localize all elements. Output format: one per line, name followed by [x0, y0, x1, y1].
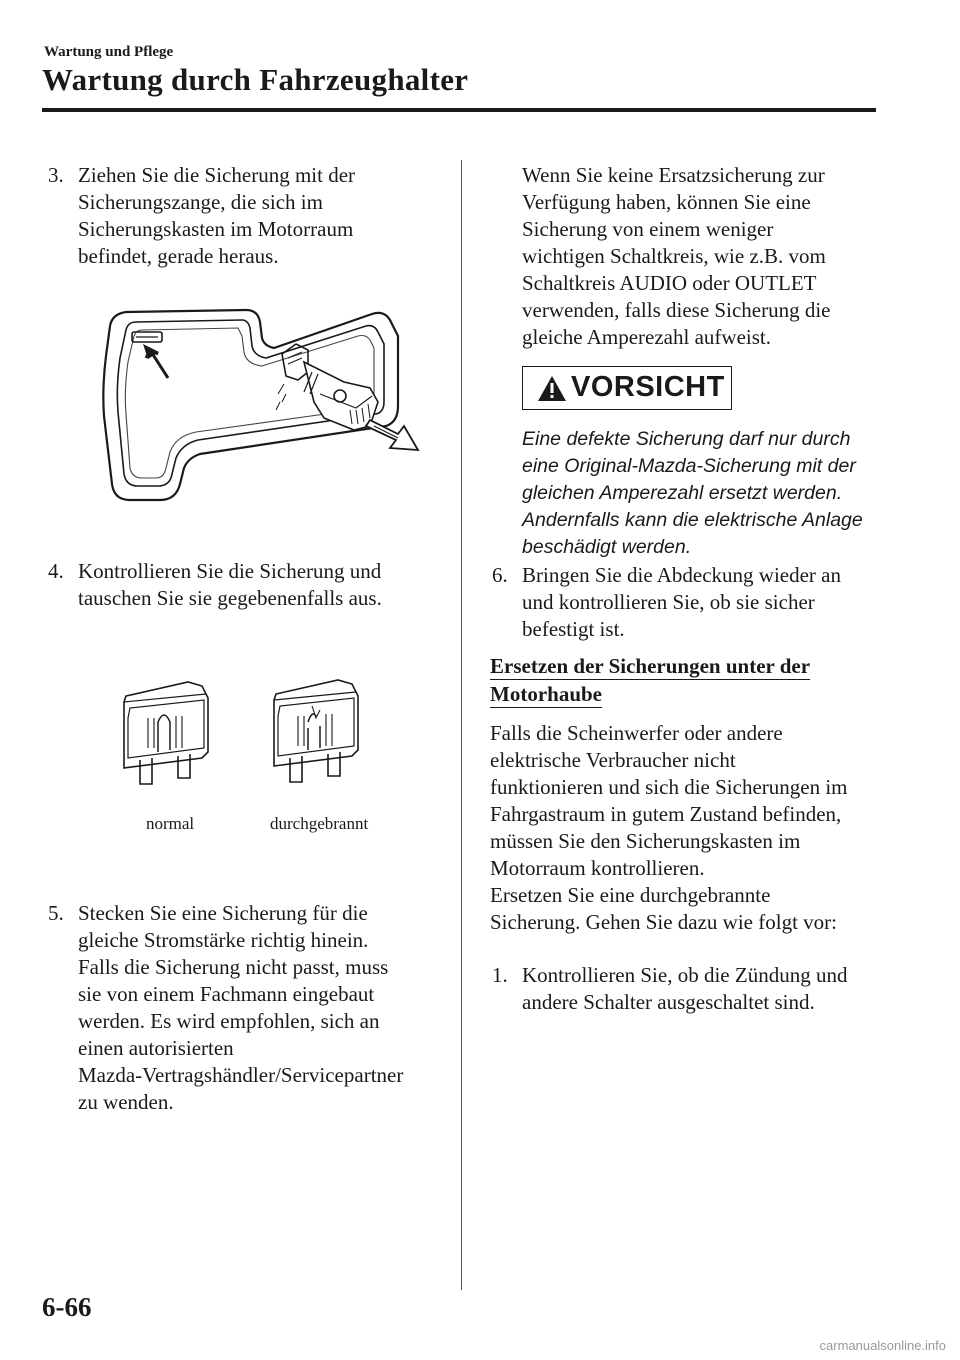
step-number: 5. [48, 901, 64, 925]
paragraph-line: Verfügung haben, können Sie eine [522, 190, 811, 214]
step-line: befindet, gerade heraus. [78, 244, 279, 268]
paragraph-line: Falls die Scheinwerfer oder andere [490, 721, 783, 745]
blown-fuse-caption: durchgebrannt [270, 814, 369, 833]
step-number: 4. [48, 559, 64, 583]
step-line: zu wenden. [78, 1090, 174, 1114]
caution-line: beschädigt werden. [522, 536, 692, 558]
step-line: Sicherungskasten im Motorraum [78, 217, 354, 241]
normal-fuse-caption: normal [146, 814, 195, 833]
column-divider [461, 160, 462, 1290]
step-line: tauschen Sie sie gegebenenfalls aus. [78, 586, 382, 610]
caution-line: eine Original-Mazda-Sicherung mit der [522, 455, 856, 477]
subsection-heading [490, 652, 810, 708]
engine-fuse-paragraph [490, 720, 890, 936]
caution-box [522, 366, 732, 410]
step-line: werden. Es wird empfohlen, sich an [78, 1009, 380, 1033]
warning-triangle-icon [537, 375, 567, 402]
heading-line: Motorhaube [490, 682, 602, 706]
paragraph-line: Sicherung von einem weniger [522, 217, 774, 241]
step-line: gleiche Stromstärke richtig hinein. [78, 928, 369, 952]
caution-line: gleichen Amperezahl ersetzt werden. [522, 482, 843, 504]
caution-line: Eine defekte Sicherung darf nur durch [522, 428, 851, 450]
step-number: 6. [492, 563, 508, 587]
step-number: 3. [48, 163, 64, 187]
paragraph-line: funktionieren und sich die Sicherungen im [490, 775, 848, 799]
step-line: sie von einem Fachmann eingebaut [78, 982, 375, 1006]
paragraph-line: Schaltkreis AUDIO oder OUTLET [522, 271, 817, 295]
step-line: Mazda-Vertragshändler/Servicepartner [78, 1063, 404, 1087]
page-number: 6-66 [42, 1292, 92, 1322]
caution-label: VORSICHT [571, 371, 725, 403]
paragraph-line: Ersetzen Sie eine durchgebrannte [490, 883, 771, 907]
paragraph-line: Motorraum kontrollieren. [490, 856, 705, 880]
step-line: Bringen Sie die Abdeckung wieder an [522, 563, 841, 587]
chapter-title: Wartung durch Fahrzeughalter [42, 62, 469, 97]
title-rule [42, 108, 876, 112]
caution-line: Andernfalls kann die elektrische Anlage [522, 509, 863, 531]
step-line: befestigt ist. [522, 617, 625, 641]
normal-fuse-illustration [118, 678, 218, 790]
step-line: und kontrollieren Sie, ob sie sicher [522, 590, 815, 614]
paragraph-line: Wenn Sie keine Ersatzsicherung zur [522, 163, 825, 187]
paragraph-line: verwenden, falls diese Sicherung die [522, 298, 831, 322]
paragraph-line: wichtigen Schaltkreis, wie z.B. vom [522, 244, 826, 268]
spare-fuse-paragraph [522, 162, 892, 351]
step-line: Ziehen Sie die Sicherung mit der [78, 163, 356, 187]
blown-fuse-illustration [268, 676, 368, 788]
step-line: Kontrollieren Sie die Sicherung und [78, 559, 382, 583]
fuse-puller-illustration [96, 296, 426, 508]
step-line: andere Schalter ausgeschaltet sind. [522, 990, 815, 1014]
step-number: 1. [492, 963, 508, 987]
step-line: Falls die Sicherung nicht passt, muss [78, 955, 389, 979]
watermark: carmanualsonline.info [819, 1338, 946, 1353]
step-line: Sicherungszange, die sich im [78, 190, 323, 214]
paragraph-line: müssen Sie den Sicherungskasten im [490, 829, 801, 853]
paragraph-line: gleiche Amperezahl aufweist. [522, 325, 771, 349]
step-line: Stecken Sie eine Sicherung für die [78, 901, 368, 925]
step-line: einen autorisierten [78, 1036, 234, 1060]
section-label: Wartung und Pflege [44, 44, 174, 60]
step-line: Kontrollieren Sie, ob die Zündung und [522, 963, 848, 987]
paragraph-line: Sicherung. Gehen Sie dazu wie folgt vor: [490, 910, 837, 934]
paragraph-line: elektrische Verbraucher nicht [490, 748, 736, 772]
heading-line: Ersetzen der Sicherungen unter der [490, 654, 811, 678]
caution-text [522, 426, 882, 561]
paragraph-line: Fahrgastraum in gutem Zustand befinden, [490, 802, 842, 826]
